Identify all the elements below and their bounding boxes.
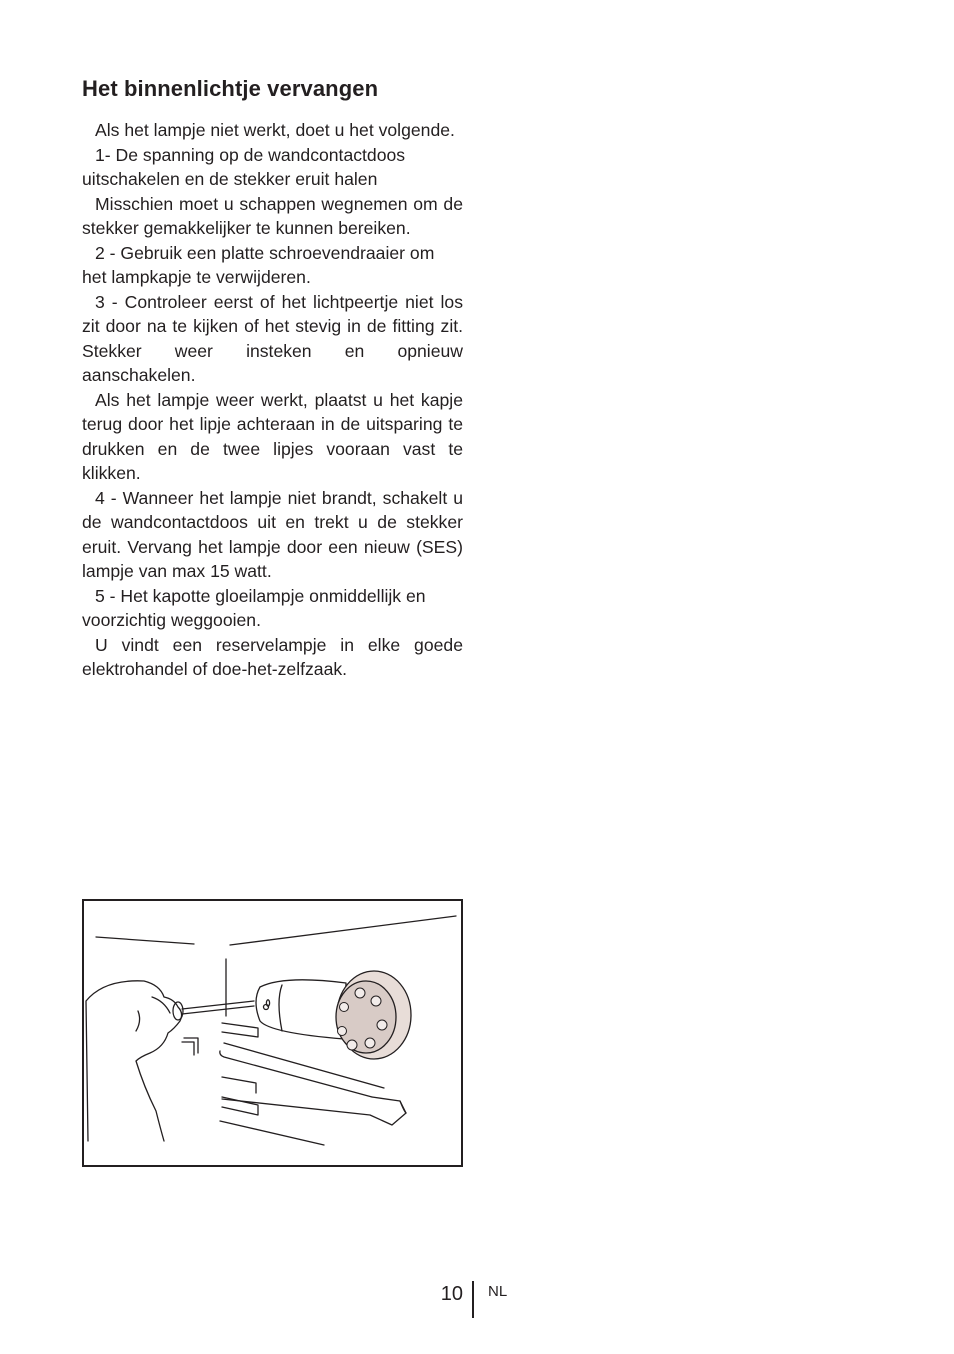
- page-number: 10: [440, 1283, 463, 1305]
- shelf-front-edge: [400, 1101, 406, 1113]
- small-bracket: [184, 1038, 198, 1053]
- paragraph-spare-lamp: U vindt een reservelampje in elke goede elektrohandel of doe-het-zelfzaak.: [82, 634, 463, 679]
- shelf-rail-bottom: [220, 1121, 324, 1145]
- paragraph-reinstall: Als het lampje weer werkt, plaatst u het kapje terug door het lipje achteraan in de uitsparing te drukken en de twee lipjes vooraan vast te klikken.: [82, 389, 463, 483]
- ceiling-line-left: [96, 937, 194, 944]
- paragraph-step-5: 5 - Het kapotte gloeilampje onmiddellijk en voorzichtig weggooien.: [82, 585, 426, 630]
- shelf-rail-top: [222, 1023, 258, 1037]
- page-title: Het binnenlichtje vervangen: [82, 76, 379, 101]
- lamp-screw-hole: [264, 1005, 269, 1010]
- lamp-replacement-illustration: [82, 899, 463, 1167]
- language-code: NL: [488, 1283, 508, 1300]
- paragraph-step-4: 4 - Wanneer het lampje niet brandt, schakelt u de wandcontactdoos uit en trekt u de stekker eruit. Vervang het lampje door een nieuw (SES) lampje van max 15 watt.: [82, 487, 463, 581]
- small-bracket-inner: [182, 1042, 194, 1055]
- hand-finger: [152, 997, 170, 1013]
- illustration-drawing: [84, 901, 461, 1165]
- shelf-front: [222, 1097, 406, 1125]
- paragraph-step-1: 1- De spanning op de wandcontactdoos uitschakelen en de stekker eruit halen: [82, 144, 406, 189]
- paragraph-shelves-note: Misschien moet u schappen wegnemen om de stekker gemakkelijker te kunnen bereiken.: [82, 193, 463, 238]
- lamp-housing: [256, 980, 346, 1039]
- shelf-rail-long: [220, 1051, 372, 1097]
- hand: [86, 981, 182, 1141]
- ceiling-line-right: [230, 916, 456, 945]
- hand-knuckle: [136, 1011, 140, 1031]
- shelf-rail-mid: [222, 1077, 256, 1093]
- instructions-text: [82, 118, 463, 682]
- paragraph-step-3: 3 - Controleer eerst of het lichtpeertje niet los zit door na te kijken of het stevig in de fitting zit. Stekker weer insteken en opnieuw aanschakelen.: [82, 291, 463, 385]
- footer-divider: [472, 1281, 474, 1318]
- lamp-housing-ring: [279, 985, 282, 1031]
- paragraph-step-2: 2 - Gebruik een platte schroevendraaier om het lampkapje te verwijderen.: [82, 242, 435, 287]
- paragraph-intro: Als het lampje niet werkt, doet u het volgende.: [95, 120, 455, 140]
